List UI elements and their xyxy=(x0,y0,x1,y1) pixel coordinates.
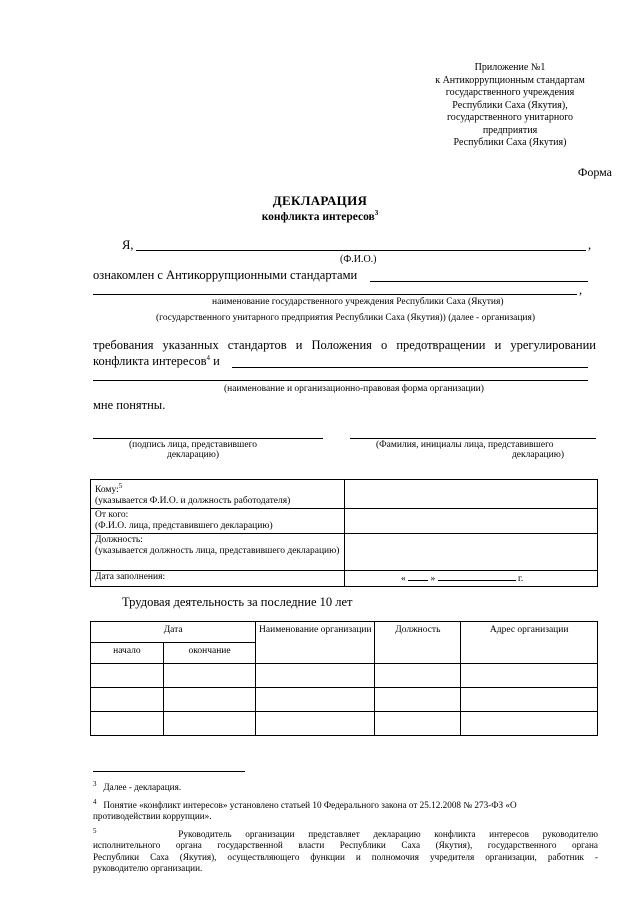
page-subtitle xyxy=(0,209,640,223)
work-history-table xyxy=(90,621,598,736)
recipient-table xyxy=(90,479,598,587)
footnote-ref: 4 xyxy=(206,354,210,362)
position-hint: (указывается должность лица, представившего декларацию) xyxy=(95,546,340,557)
name-caption xyxy=(376,440,598,460)
signature-caption-line-2: декларацию) xyxy=(166,450,220,460)
requirements-text xyxy=(93,338,596,353)
requirements-and: и xyxy=(213,354,220,369)
start-header: начало xyxy=(91,643,164,664)
date-header: Дата xyxy=(91,622,256,643)
date-cell: Дата заполнения: xyxy=(91,571,345,587)
organization-caption: (наименование и организационно-правовая форма организации) xyxy=(224,384,484,394)
table-cell[interactable] xyxy=(91,688,164,712)
footnote-mark: 3 xyxy=(93,780,97,788)
organization-field-line[interactable] xyxy=(232,367,588,368)
footnote-5-line-3: Республики Саха (Якутия), осуществляющего функции и полномочия учредителя организации, работник - xyxy=(93,851,598,862)
requirements-line-2 xyxy=(93,354,220,369)
form-label: Форма xyxy=(577,165,612,179)
requirements-line-1: требования указанных стандартов и Положения о предотвращении и урегулировании xyxy=(93,338,596,352)
to-cell xyxy=(91,480,345,509)
table-cell[interactable] xyxy=(375,664,461,688)
table-cell[interactable] xyxy=(163,712,256,736)
table-cell[interactable] xyxy=(461,712,598,736)
from-value-cell[interactable] xyxy=(345,509,598,534)
footnote-5-line-2: исполнительного органа государственной власти Республики Саха (Якутия), государственного органа xyxy=(93,840,598,851)
footnote-4 xyxy=(93,797,598,812)
table-row xyxy=(91,712,598,736)
page-title: ДЕКЛАРАЦИЯ xyxy=(272,193,368,208)
footnote-3-text: Далее - декларация. xyxy=(103,782,182,793)
org-name-header: Наименование организации xyxy=(256,622,375,664)
footnote-5-line-4: руководителю организации. xyxy=(93,863,203,874)
address-header: Адрес организации xyxy=(461,622,598,664)
date-close-quote: » xyxy=(430,574,436,585)
footnote-mark: 4 xyxy=(93,797,97,806)
to-label: Кому: xyxy=(95,485,119,496)
table-cell[interactable] xyxy=(256,688,375,712)
footnote-3 xyxy=(93,779,598,794)
position-header: Должность xyxy=(375,622,461,664)
table-cell[interactable] xyxy=(163,664,256,688)
date-year: г. xyxy=(518,574,524,585)
appendix-line: Республики Саха (Якутия), xyxy=(452,99,568,111)
to-value-cell[interactable] xyxy=(345,480,598,509)
appendix-line: государственного унитарного xyxy=(446,112,574,123)
appendix-line: государственного учреждения xyxy=(445,87,575,98)
name-caption-line-1: (Фамилия, инициалы лица, представившего xyxy=(376,440,554,450)
table-cell[interactable] xyxy=(163,688,256,712)
table-row xyxy=(91,688,598,712)
table-cell[interactable] xyxy=(256,712,375,736)
footnote-separator xyxy=(93,771,245,772)
standards-field-line-2[interactable] xyxy=(93,294,577,295)
standards-field-line[interactable] xyxy=(370,281,588,282)
table-cell[interactable] xyxy=(375,688,461,712)
position-cell xyxy=(91,534,345,571)
footnote-ref: 5 xyxy=(118,482,123,490)
position-value-cell[interactable] xyxy=(345,534,598,571)
from-label: От кого: xyxy=(95,510,129,521)
subtitle-text: конфликта интересов xyxy=(261,210,375,223)
date-month-line[interactable] xyxy=(438,572,516,581)
signature-line[interactable] xyxy=(93,438,323,439)
from-hint: (Ф.И.О. лица, представившего декларацию) xyxy=(95,521,273,532)
fio-caption: (Ф.И.О.) xyxy=(340,254,377,265)
table-cell[interactable] xyxy=(375,712,461,736)
appendix-line: Республики Саха (Якутия) xyxy=(453,137,567,148)
fio-field-line[interactable] xyxy=(136,250,586,251)
end-header: окончание xyxy=(163,643,256,664)
work-heading: Трудовая деятельность за последние 10 лет xyxy=(122,595,353,609)
to-hint: (указывается Ф.И.О. и должность работодателя) xyxy=(95,496,291,507)
table-cell[interactable] xyxy=(91,664,164,688)
table-cell[interactable] xyxy=(91,712,164,736)
footnote-5 xyxy=(93,826,598,841)
signature-caption xyxy=(93,440,293,460)
institution-caption: наименование государственного учреждения Республики Саха (Якутия) xyxy=(212,297,504,307)
from-cell xyxy=(91,509,345,534)
appendix-line: к Антикоррупционным стандартам xyxy=(435,74,585,86)
position-label: Должность: xyxy=(95,535,143,546)
date-day-line[interactable] xyxy=(408,572,428,581)
name-line[interactable] xyxy=(350,438,596,439)
acquainted-text: ознакомлен с Антикоррупционными стандартами xyxy=(93,268,358,282)
comma: , xyxy=(588,238,592,252)
footnote-5-text: Руководитель организации представляет декларацию конфликта интересов руководителю xyxy=(178,828,599,839)
name-caption-line-2: декларацию) xyxy=(511,450,564,460)
organization-field-line-2[interactable] xyxy=(93,380,588,381)
footnote-ref: 3 xyxy=(374,209,379,217)
footnote-mark: 5 xyxy=(93,826,97,835)
understood-text: мне понятны. xyxy=(93,398,166,412)
table-cell[interactable] xyxy=(256,664,375,688)
i-label: Я, xyxy=(122,238,134,252)
appendix-line: Приложение №1 xyxy=(474,62,546,73)
table-cell[interactable] xyxy=(461,688,598,712)
requirements-text-2: конфликта интересов xyxy=(93,354,207,369)
table-row xyxy=(91,664,598,688)
footnote-4-cont: противодействии коррупции». xyxy=(93,811,212,822)
footnotes xyxy=(93,779,598,875)
appendix-header xyxy=(400,62,620,150)
signature-caption-line-1: (подпись лица, представившего xyxy=(129,440,257,450)
footnote-4-text: Понятие «конфликт интересов» установлено статьей 10 Федерального закона от 25.12.2008 № 273-ФЗ «О xyxy=(103,799,517,810)
date-value-cell[interactable] xyxy=(345,571,598,587)
comma-2: , xyxy=(579,283,583,297)
institution-caption-2: (государственного унитарного предприятия Республики Саха (Якутия)) (далее - организация) xyxy=(156,313,536,323)
table-cell[interactable] xyxy=(461,664,598,688)
date-open-quote: « xyxy=(401,574,406,585)
appendix-line: предприятия xyxy=(482,124,538,136)
